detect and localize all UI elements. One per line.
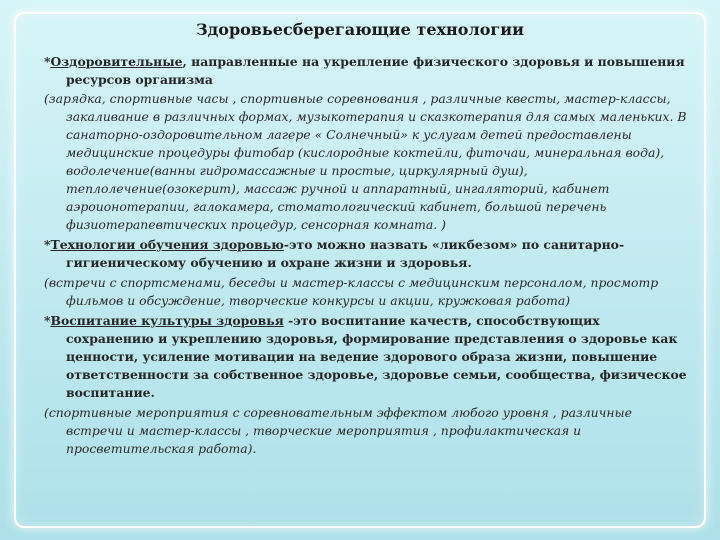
section-education-heading — [44, 236, 688, 272]
section-culture-details: (спортивные мероприятия с соревновательным эффектом любого уровня , различные встречи и мастер-классы , творческие мероприятия , профилактическая и просветительская работа). — [44, 405, 632, 456]
slide-content — [44, 52, 688, 459]
bullet-star: * — [44, 313, 51, 328]
section-culture-term: Воспитание культуры здоровья — [50, 313, 284, 328]
section-culture-heading — [44, 312, 688, 402]
section-culture-rest: -это воспитание качеств, способствующих сохранению и укреплению здоровья, формирование представления о здоровье как ценности, усиление мотивации на ведение здорового образа жизни, повышение ответственности за собственное здоровье, здоровье семьи, сообщества, физическое воспитание. — [66, 313, 687, 400]
bullet-star: * — [44, 54, 51, 69]
section-education-term: Технологии обучения здоровью — [50, 237, 284, 252]
slide-title: Здоровьесберегающие технологии — [196, 20, 524, 39]
section-education-details: (встречи с спортсменами, беседы и мастер-классы с медицинским персоналом, просмотр фильмов и обсуждение, творческие конкурсы и акции, кружковая работа) — [44, 275, 659, 308]
bullet-star: * — [44, 237, 51, 252]
section-education-rest: -это можно назвать «ликбезом» по санитарно-гигиеническому обучению и охране жизни и здоровья. — [66, 237, 625, 270]
section-healthy-details: (зарядка, спортивные часы , спортивные соревнования , различные квесты, мастер-классы, закаливание в различных формах, музыкотерапия и сказкотерапия для самых маленьких. В санаторно-оздоровительном лагере « Солнечный» к услугам детей предоставлены медицинские процедуры фитобар (кислородные коктейли, фиточаи, минеральная вода), водолечение(ванны гидромассажные и простые, циркулярный душ), теплолечение(озокерит), массаж ручной и аппаратный, ингаляторий, кабинет аэроионотерапии, галокамера, стоматологический кабинет, большой перечень физиотерапевтических процедур, сенсорная комната. ) — [44, 91, 687, 232]
section-healthy-term: Оздоровительные — [50, 54, 183, 69]
section-healthy-rest: , направленные на укрепление физического здоровья и повышения ресурсов организма — [66, 54, 685, 87]
section-healthy-heading — [44, 53, 688, 89]
